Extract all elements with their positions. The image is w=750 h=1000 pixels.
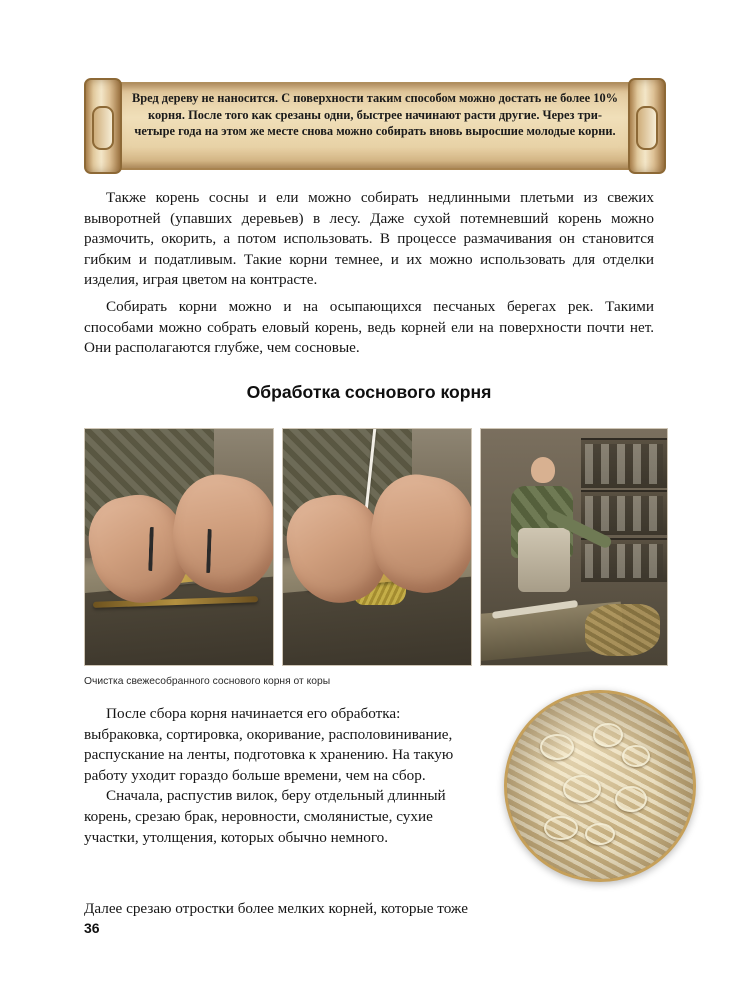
- root-ring: [544, 816, 578, 840]
- banner-text: Вред дереву не наносится. С поверхности таким способом можно достать не более 10% корня. После того как срезаны одни, быстрее начинают расти другие. Через три-четыре года на этом же месте снова можно собирать вновь выросшие молодые корни.: [131, 91, 619, 139]
- root-ring: [593, 723, 623, 747]
- scroll-curl-left: [92, 106, 114, 150]
- photo3-bins-mid: [585, 496, 663, 530]
- lower-paragraph-1: После сбора корня начинается его обработка: выбраковка, сортировка, окоривание, располовинивание, распускание на ленты, подготовка к хранению. На такую работу уходит гораздо больше времени, чем на сбор.: [84, 705, 454, 784]
- lower-text-wide-block: [84, 884, 654, 935]
- root-ring: [615, 786, 647, 812]
- photo-root-cleaning-2: [282, 428, 472, 666]
- photo3-bins-low: [585, 544, 663, 578]
- lower-text-block: [84, 704, 474, 848]
- photo3-shelf-top: [581, 438, 667, 487]
- section-title: Обработка соснового корня: [246, 382, 492, 402]
- photo-workshop: [480, 428, 668, 666]
- body-paragraph-1: Также корень сосны и ели можно собирать недлинными плетьми из свежих выворотней (упавших деревьев) в лесу. Даже сухой потемневший корень можно размочить, окорить, а потом использовать. В процессе размачивания он становится гибким и податливым. Такие корни темнее, и их можно использовать для отделки изделия, играя цветом на контрасте.: [84, 189, 654, 289]
- photo-row: [84, 428, 668, 666]
- lower-paragraph-2: Сначала, распустив вилок, беру отдельный длинный корень, срезаю брак, неровности, смолянистые, сухие участки, утолщения, которых обычно немного.: [84, 787, 446, 846]
- page-number: 36: [84, 920, 100, 936]
- body-paragraph-2-block: [84, 297, 654, 359]
- scroll-roll-left-icon: [84, 78, 122, 174]
- scroll-roll-right-icon: [628, 78, 666, 174]
- body-paragraph-1-block: [84, 188, 654, 291]
- photo1-metal-loop: [148, 527, 211, 573]
- photo3-root-coils: [585, 604, 659, 656]
- scroll-banner: [84, 78, 666, 170]
- scroll-curl-right: [636, 106, 658, 150]
- photo3-craftsman-head: [531, 457, 555, 483]
- lower-paragraph-3: Далее срезаю отростки более мелких корней, которые тоже: [84, 900, 468, 918]
- root-ring: [563, 775, 601, 803]
- photo3-bins-top: [585, 444, 663, 483]
- photo3-shelf-mid: [581, 490, 667, 534]
- photo-caption: Очистка свежесобранного соснового корня от коры: [84, 676, 331, 687]
- photo-root-rings-circle: [504, 690, 696, 882]
- body-paragraph-2: Собирать корни можно и на осыпающихся песчаных берегах рек. Такими способами можно собрать еловый корень, ведь корней ели на поверхности почти нет. Они располагаются глубже, чем сосновые.: [84, 298, 654, 357]
- photo3-shelf-low: [581, 538, 667, 582]
- photo3-craftsman-apron: [518, 528, 570, 592]
- photo-root-cleaning-1: [84, 428, 274, 666]
